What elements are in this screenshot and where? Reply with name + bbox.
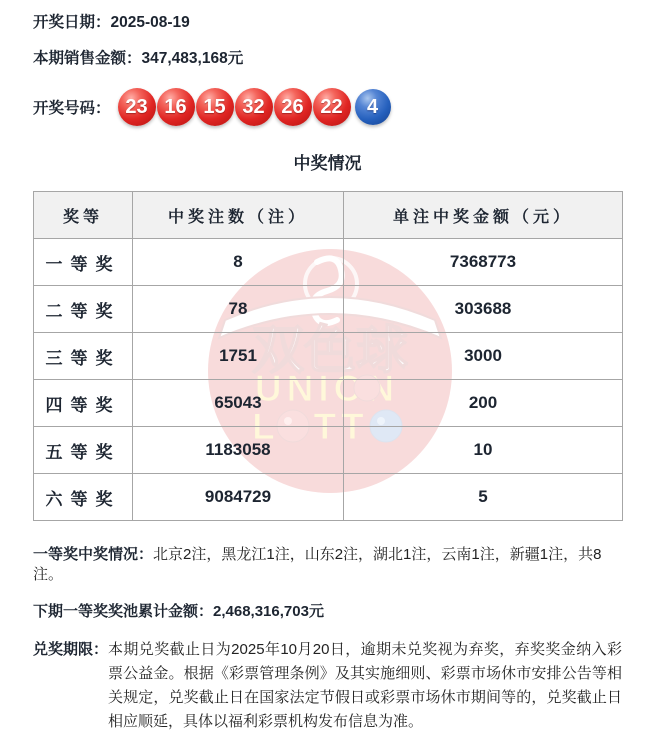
amount-cell: 3000 — [344, 333, 623, 380]
red-ball-3: 15 — [196, 88, 234, 126]
tier-cell: 二等奖 — [34, 286, 133, 333]
prize-table-header-row — [34, 192, 623, 239]
header-tier: 奖等 — [34, 192, 133, 239]
first-prize-detail-text: 北京2注，黑龙江1注，山东2注，湖北1注，云南1注，新疆1注，共8注。 — [33, 546, 602, 583]
prize-table-title: 中奖情况 — [293, 154, 362, 173]
jackpot-label: 下期一等奖奖池累计金额： — [33, 603, 214, 620]
draw-date-value: 2025-08-19 — [110, 14, 190, 31]
tier-cell: 三等奖 — [34, 333, 133, 380]
redeem-deadline-text: 本期兑奖截止日为2025年10月20日，逾期未兑奖视为弃奖，弃奖奖金纳入彩票公益金。根据《彩票管理条例》及其实施细则、彩票市场休市安排公告等相关规定，兑奖截止日在国家法定节假日或彩票市场休市期间等的，兑奖截止日相应顺延，具体以福利彩票机构发布信息为准。 — [108, 641, 622, 730]
blue-ball: 4 — [355, 89, 391, 125]
jackpot-amount: 2,468,316,703元 — [213, 603, 324, 620]
amount-cell: 10 — [344, 427, 623, 474]
sales-amount-value: 347,483,168元 — [141, 50, 244, 67]
count-cell: 9084729 — [133, 474, 344, 521]
amount-cell: 200 — [344, 380, 623, 427]
red-ball-5: 26 — [274, 88, 312, 126]
tier-cell: 六等奖 — [34, 474, 133, 521]
table-row-3 — [34, 333, 623, 380]
table-row-2 — [34, 286, 623, 333]
red-ball-6: 22 — [313, 88, 351, 126]
tier-cell: 五等奖 — [34, 427, 133, 474]
table-row-5 — [34, 427, 623, 474]
draw-date-line — [33, 13, 622, 32]
red-ball-2: 16 — [157, 88, 195, 126]
sales-line — [33, 49, 622, 68]
redeem-deadline-label: 兑奖期限： — [33, 641, 109, 658]
winning-numbers-balls — [118, 88, 392, 126]
watermark-lotto-text: LOTTO — [252, 406, 402, 447]
table-row-6 — [34, 474, 623, 521]
winning-numbers-label: 开奖号码： — [33, 100, 111, 117]
count-cell: 78 — [133, 286, 344, 333]
sales-label: 本期销售金额： — [33, 50, 142, 67]
count-cell: 1183058 — [133, 427, 344, 474]
watermark-union-text: UNION — [254, 368, 400, 409]
first-prize-detail-label: 一等奖中奖情况： — [33, 546, 154, 563]
jackpot-line — [33, 602, 622, 622]
winning-numbers-row — [33, 88, 622, 126]
red-ball-4: 32 — [235, 88, 273, 126]
count-cell: 65043 — [133, 380, 344, 427]
count-cell: 8 — [133, 239, 344, 286]
watermark-brand-text: 双色球 — [251, 322, 409, 380]
header-amount: 单注中奖金额（元） — [344, 192, 623, 239]
amount-cell: 7368773 — [344, 239, 623, 286]
redeem-deadline-block — [33, 638, 622, 734]
prize-table — [33, 191, 623, 521]
tier-cell: 一等奖 — [34, 239, 133, 286]
count-cell: 1751 — [133, 333, 344, 380]
amount-cell: 303688 — [344, 286, 623, 333]
tier-cell: 四等奖 — [34, 380, 133, 427]
first-prize-detail-line — [33, 545, 622, 585]
amount-cell: 5 — [344, 474, 623, 521]
table-row-1 — [34, 239, 623, 286]
prize-table-wrap — [33, 191, 622, 521]
table-row-4 — [34, 380, 623, 427]
draw-date-label: 开奖日期： — [33, 14, 111, 31]
header-count: 中奖注数（注） — [133, 192, 344, 239]
red-ball-1: 23 — [118, 88, 156, 126]
